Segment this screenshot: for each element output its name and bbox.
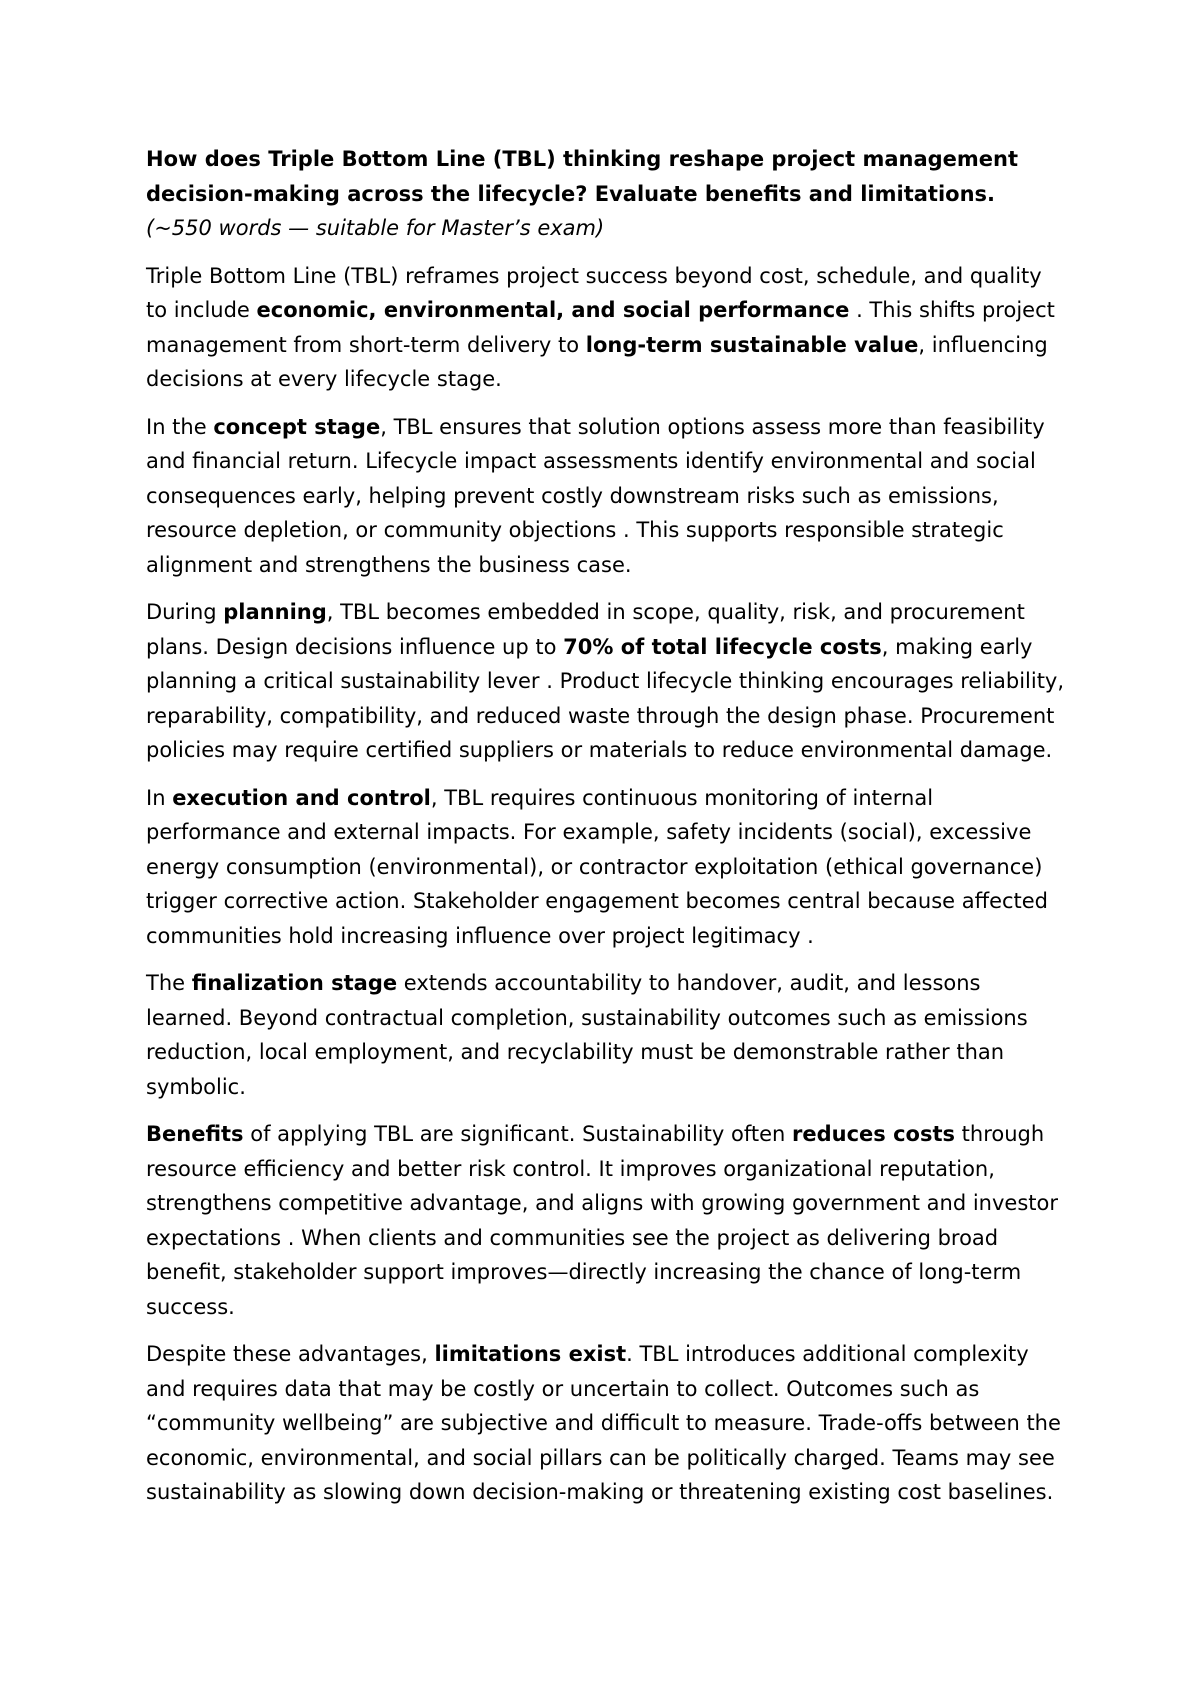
text-segment: , TBL becomes embedded in scope, quality, risk, and procurement plans. Design decisions influence up to bbox=[146, 600, 1025, 659]
bold-phrase: finalization stage bbox=[191, 971, 398, 995]
text-segment: . TBL introduces additional complexity and requires data that may be costly or uncertain to collect. Outcomes such as “community wellbeing” are subjective and difficult to measure. Trade-offs between the economic, environmental, and social pillars can be politically charged. Teams may see sustainability as slowing down decision-making or threatening existing cost baselines. bbox=[146, 1342, 1061, 1504]
text-segment: through resource efficiency and better risk control. It improves organizational reputation, strengthens competitive advantage, and aligns with growing government and investor expectations . When clients and communities see the project as delivering broad benefit, stakeholder support improves—directly increasing the chance of long-term success. bbox=[146, 1122, 1058, 1319]
document-page bbox=[146, 142, 1066, 1523]
bold-phrase: concept stage bbox=[213, 414, 381, 439]
bold-phrase: reduces costs bbox=[792, 1122, 955, 1146]
text-segment: , making early planning a critical sustainability lever . Product lifecycle thinking encourages reliability, reparability, compatibility, and reduced waste through the design phase. Procurement policies may require certified suppliers or materials to reduce environmental damage. bbox=[146, 634, 1065, 762]
bold-phrase: 70% of total lifecycle costs bbox=[563, 634, 882, 659]
text-segment: In the bbox=[146, 414, 214, 439]
bold-phrase: Benefits bbox=[146, 1122, 244, 1146]
text-segment: The bbox=[146, 971, 192, 995]
bold-phrase: execution and control bbox=[172, 785, 431, 810]
bold-phrase: planning bbox=[223, 600, 327, 624]
text-segment: , TBL requires continuous monitoring of internal performance and external impacts. For example, safety incidents (social), excessive energy consumption (environmental), or contractor exploitation (ethical governance) trigger corrective action. Stakeholder engagement becomes central because affected communities hold increasing influence over project legitimacy . bbox=[146, 785, 1049, 948]
text-segment: of applying TBL are significant. Sustainability often bbox=[243, 1122, 792, 1146]
paragraph-concept-stage bbox=[146, 410, 1066, 583]
bold-phrase: economic, environmental, and social performance bbox=[256, 298, 850, 322]
word-count-note: (~550 words — suitable for Master’s exam) bbox=[146, 216, 605, 240]
text-segment: Despite these advantages, bbox=[146, 1342, 435, 1366]
text-segment: , influencing decisions at every lifecycle stage. bbox=[146, 332, 1048, 391]
text-segment: . This shifts project management from short-term delivery to bbox=[146, 298, 1055, 357]
text-segment: extends accountability to handover, audit, and lessons learned. Beyond contractual completion, sustainability outcomes such as emissions reduction, local employment, and recyclability must be demonstrable rather than symbolic. bbox=[146, 971, 1028, 1099]
text-segment: In bbox=[146, 785, 173, 810]
bold-phrase: limitations exist bbox=[434, 1342, 627, 1366]
paragraph-introduction bbox=[146, 259, 1066, 397]
paragraph-planning bbox=[146, 595, 1066, 768]
text-segment: During bbox=[146, 600, 224, 624]
paragraph-finalization bbox=[146, 966, 1066, 1104]
paragraph-execution-control bbox=[146, 781, 1066, 954]
text-segment: Triple Bottom Line (TBL) reframes project success beyond cost, schedule, and quality to include bbox=[146, 263, 1042, 322]
bold-phrase: long-term sustainable value bbox=[585, 332, 919, 357]
text-segment: , TBL ensures that solution options assess more than feasibility and financial return. Lifecycle impact assessments identify environmental and social consequences early, helping prevent costly downstream risks such as emissions, resource depletion, or community objections . This supports responsible strategic alignment and strengthens the business case. bbox=[146, 414, 1045, 577]
paragraph-limitations bbox=[146, 1337, 1066, 1510]
paragraph-benefits bbox=[146, 1117, 1066, 1324]
question-title: How does Triple Bottom Line (TBL) thinking reshape project management decision-making across the lifecycle? Evaluate benefits and limitations. bbox=[146, 147, 1019, 206]
